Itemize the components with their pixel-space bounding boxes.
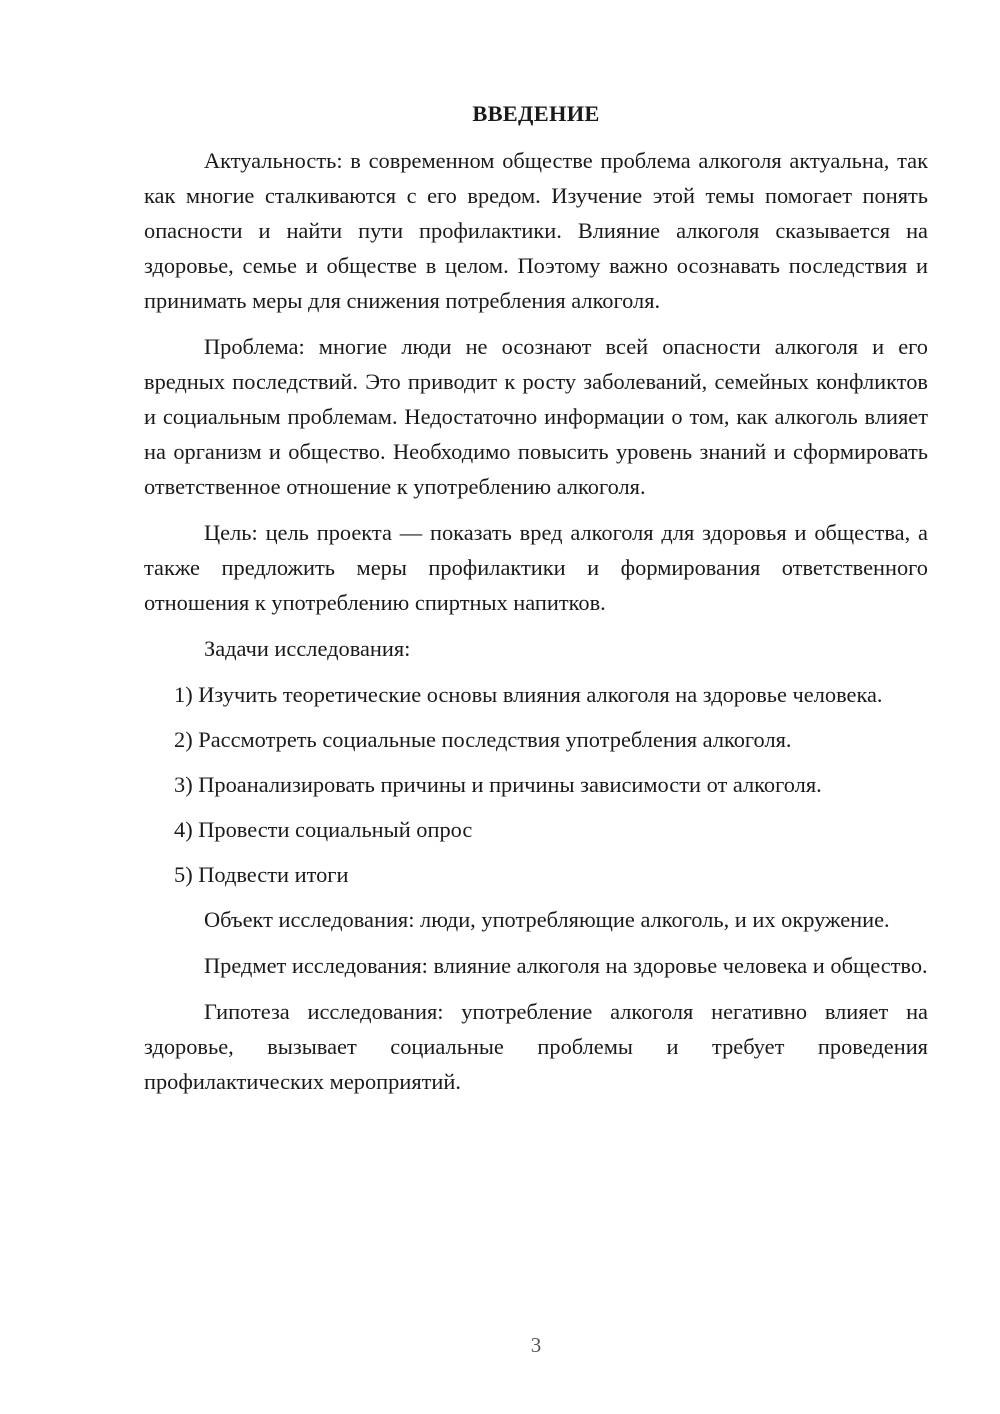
page-number: 3 [530, 1333, 542, 1357]
problem-paragraph: Проблема: многие люди не осознают всей опасности алкоголя и его вредных последствий. Это приводит к росту заболеваний, семейных конфликтов и социальным проблемам. Недостаточно информации о том, как алкоголь влияет на организм и общество. Необходимо повысить уровень знаний и сформировать ответственное отношение к употреблению алкоголя. [144, 334, 928, 499]
task-item-2: 2) Рассмотреть социальные последствия употребления алкоголя. [174, 727, 792, 752]
subject-paragraph: Предмет исследования: влияние алкоголя на здоровье человека и общество. [204, 953, 928, 978]
relevance-paragraph: Актуальность: в современном обществе проблема алкоголя актуальна, так как многие сталкиваются с его вредом. Изучение этой темы помогает понять опасности и найти пути профилактики. Влияние алкоголя сказывается на здоровье, семье и обществе в целом. Поэтому важно осознавать последствия и принимать меры для снижения потребления алкоголя. [144, 148, 928, 313]
hypothesis-paragraph: Гипотеза исследования: употребление алкоголя негативно влияет на здоровье, вызывает социальные проблемы и требует проведения профилактических мероприятий. [144, 999, 928, 1094]
task-item-5: 5) Подвести итоги [174, 862, 349, 887]
tasks-list [144, 677, 928, 892]
page-title: ВВЕДЕНИЕ [472, 101, 600, 126]
tasks-heading: Задачи исследования: [204, 636, 411, 661]
page-body [144, 96, 928, 1110]
task-item-4: 4) Провести социальный опрос [174, 817, 473, 842]
object-paragraph: Объект исследования: люди, употребляющие алкоголь, и их окружение. [204, 907, 890, 932]
task-item-1: 1) Изучить теоретические основы влияния алкоголя на здоровье человека. [174, 682, 883, 707]
goal-paragraph: Цель: цель проекта — показать вред алкоголя для здоровья и общества, а также предложить меры профилактики и формирования ответственного отношения к употреблению спиртных напитков. [144, 520, 928, 615]
task-item-3: 3) Проанализировать причины и причины зависимости от алкоголя. [174, 772, 822, 797]
